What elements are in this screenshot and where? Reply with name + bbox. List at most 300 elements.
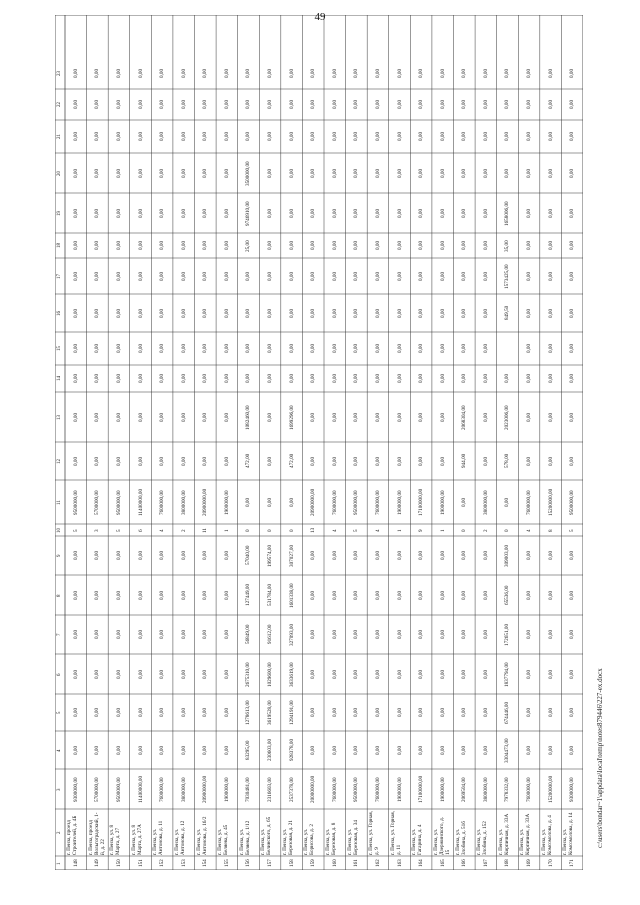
table-cell: 0,00 — [418, 240, 425, 250]
table-cell: 0,00 — [202, 271, 209, 281]
table-cell: 0,00 — [461, 745, 468, 755]
table-cell: 0,00 — [504, 68, 511, 78]
table-cell: 0,00 — [547, 745, 554, 755]
table-cell: 578,00 — [504, 453, 511, 468]
table-cell: 0,00 — [310, 131, 317, 141]
table-cell: 0,00 — [115, 68, 122, 78]
table-cell: 0,00 — [374, 240, 381, 250]
table-cell: 0,00 — [504, 168, 511, 178]
column-header: 13 — [57, 414, 62, 420]
table-cell: 0,00 — [418, 308, 425, 318]
table-cell: 0,00 — [526, 99, 533, 109]
table-cell: 0,00 — [569, 707, 576, 717]
row-number-cell: 167 — [482, 859, 489, 867]
table-cell: 0,00 — [94, 707, 101, 717]
table-cell: 0,00 — [202, 308, 209, 318]
table-cell: 0,00 — [245, 308, 252, 318]
table-cell: 0,00 — [526, 373, 533, 383]
table-cell: 0,00 — [202, 456, 209, 466]
table-cell: 0,00 — [202, 168, 209, 178]
table-cell: 0,00 — [439, 68, 446, 78]
table-cell: 0,00 — [180, 168, 187, 178]
table-cell: 0,00 — [374, 456, 381, 466]
table-cell: 0,00 — [115, 208, 122, 218]
table-cell: 0,00 — [482, 240, 489, 250]
table-cell: 0,00 — [137, 240, 144, 250]
table-cell: 0,00 — [482, 208, 489, 218]
row-number-cell: 164 — [418, 859, 425, 867]
table-cell: 0,00 — [331, 456, 338, 466]
table-cell: 0,00 — [396, 271, 403, 281]
table-cell: 0,00 — [310, 343, 317, 353]
table-cell: 1029600,00 — [267, 661, 274, 687]
address-cell: г. Пенза, ул. Белинского, д. 65 — [260, 816, 273, 855]
table-cell: 0,00 — [396, 131, 403, 141]
table-cell: 1 — [223, 528, 230, 532]
table-cell: 0,00 — [374, 131, 381, 141]
table-cell: 0,00 — [223, 131, 230, 141]
table-cell: 7600000,00 — [526, 489, 533, 515]
row-number-cell: 151 — [137, 859, 144, 867]
table-cell: 0,00 — [310, 308, 317, 318]
table-cell: 0,00 — [439, 373, 446, 383]
table-cell: 0,00 — [331, 99, 338, 109]
table-cell: 0,00 — [159, 669, 166, 679]
row-number-cell: 162 — [374, 859, 381, 867]
column-header: 15 — [57, 346, 62, 351]
table-cell: 0,00 — [159, 68, 166, 78]
table-cell: 0,00 — [439, 271, 446, 281]
table-cell: 0,00 — [72, 131, 79, 141]
table-cell: 0,00 — [267, 99, 274, 109]
table-cell: 0,00 — [547, 412, 554, 422]
table-cell: 0,00 — [223, 208, 230, 218]
table-cell: 7600000,00 — [159, 489, 166, 515]
table-cell: 0,00 — [482, 68, 489, 78]
table-cell: 531784,00 — [267, 583, 274, 606]
table-cell: 0,00 — [482, 131, 489, 141]
table-cell: 0,00 — [94, 669, 101, 679]
table-cell: 0,00 — [439, 707, 446, 717]
table-cell: 0,00 — [159, 373, 166, 383]
table-cell: 0,00 — [115, 373, 122, 383]
table-cell: 0,00 — [439, 412, 446, 422]
table-cell: 0,00 — [115, 343, 122, 353]
table-cell: 928378,00 — [288, 738, 295, 761]
table-cell: 0,00 — [547, 629, 554, 639]
table-cell: 0,00 — [418, 629, 425, 639]
table-cell: 35,00 — [504, 239, 511, 252]
address-cell: г. Пенза, ул. Комсомолова, д. 14 — [562, 812, 575, 855]
table-cell: 0,00 — [569, 669, 576, 679]
table-cell: 0,00 — [396, 343, 403, 353]
table-cell: 0,00 — [526, 271, 533, 281]
table-cell: 1278613,00 — [245, 700, 252, 725]
row-number-cell: 163 — [396, 859, 403, 867]
table-cell: 0,00 — [223, 629, 230, 639]
table-cell: 0,00 — [331, 68, 338, 78]
table-cell: 2023006,00 — [504, 404, 511, 430]
table-cell: 0,00 — [482, 669, 489, 679]
table-cell: 0,00 — [137, 373, 144, 383]
table-cell: 0,00 — [159, 308, 166, 318]
table-cell: 0,00 — [72, 240, 79, 250]
address-cell: г. Пенза, ул. Антонова, д. 16/2 — [195, 816, 208, 855]
table-cell: 6 — [137, 528, 144, 532]
table-cell: 11400000,00 — [137, 775, 144, 803]
table-cell: 0,00 — [180, 240, 187, 250]
table-cell: 0,00 — [461, 271, 468, 281]
table-cell: 0,00 — [353, 343, 360, 353]
table-cell: 0,00 — [159, 99, 166, 109]
table-cell: 2537378,00 — [288, 776, 295, 802]
table-cell: 0,00 — [331, 412, 338, 422]
table-cell: 0,00 — [115, 271, 122, 281]
column-header: 20 — [57, 170, 62, 176]
table-cell: 0,00 — [374, 208, 381, 218]
table-cell: 0,00 — [202, 745, 209, 755]
table-cell: 0,00 — [94, 550, 101, 560]
table-cell: 0,00 — [72, 707, 79, 717]
address-cell: г. Пенза, проезд Вольгоградский, 1-й, д. 22 — [87, 812, 106, 855]
table-cell: 0,00 — [504, 373, 511, 383]
table-cell: 0,00 — [180, 550, 187, 560]
table-cell: 0,00 — [115, 550, 122, 560]
table-cell: 0,00 — [396, 68, 403, 78]
table-cell: 57040,00 — [245, 545, 252, 565]
table-cell: 0,00 — [288, 308, 295, 318]
address-cell: г. Пенза, ул. Березовая, д. 8 — [325, 822, 337, 855]
table-cell: 0,00 — [374, 707, 381, 717]
table-cell: 199574,00 — [267, 544, 274, 567]
address-cell: г. Пенза, ул. Антонова, д. 12 — [173, 820, 186, 855]
table-cell: 0,00 — [94, 373, 101, 383]
table-cell: 0,00 — [245, 343, 252, 353]
table-cell: 0,00 — [137, 412, 144, 422]
table-cell: 0,00 — [547, 168, 554, 178]
table-cell: 0,00 — [396, 629, 403, 639]
table-cell: 0,00 — [353, 707, 360, 717]
table-cell: 0,00 — [94, 240, 101, 250]
table-cell: 0,00 — [202, 707, 209, 717]
address-cell: г. Пенза, ул. 8 Марта, д. 27А — [130, 823, 143, 855]
table-cell: 65536,00 — [504, 585, 511, 605]
table-cell: 0,00 — [569, 68, 576, 78]
table-cell: 2675310,00 — [245, 661, 252, 687]
table-cell: 0,00 — [94, 208, 101, 218]
table-cell: 0,00 — [115, 240, 122, 250]
table-cell: 0,00 — [396, 308, 403, 318]
table-cell: 0,00 — [439, 131, 446, 141]
table-cell: 7600000,00 — [374, 776, 381, 802]
table-cell: 7600000,00 — [331, 776, 338, 802]
table-cell: 0,00 — [547, 669, 554, 679]
table-cell: 1601338,00 — [288, 582, 295, 608]
table-cell: 0,00 — [482, 590, 489, 600]
table-cell: 0,00 — [288, 99, 295, 109]
table-cell: 0,00 — [180, 669, 187, 679]
address-cell: г. Пенза, ул. Злобина, д. 152 — [476, 820, 489, 855]
row-number-cell: 159 — [310, 859, 317, 867]
row-number-cell: 166 — [461, 859, 468, 867]
table-cell: 0,00 — [396, 669, 403, 679]
table-cell: 0,00 — [310, 590, 317, 600]
file-path-footer: c:\users\bondar~1\appdata\local\temp\notes879446\227-ex.docx — [596, 668, 604, 848]
column-header: 5 — [57, 711, 62, 714]
table-cell: 0,00 — [353, 550, 360, 560]
table-cell: 15200000,00 — [547, 488, 554, 516]
table-cell: 2316603,00 — [267, 776, 274, 802]
table-cell: 0,00 — [72, 590, 79, 600]
table-cell: 0,00 — [504, 99, 511, 109]
table-cell: 0,00 — [72, 373, 79, 383]
table-cell: 0,00 — [223, 271, 230, 281]
table-cell: 0,00 — [245, 99, 252, 109]
address-cell: г. Пенза, ул. Березовая, д. 21 — [281, 819, 294, 855]
table-cell: 0,00 — [439, 550, 446, 560]
table-cell: 0,00 — [418, 131, 425, 141]
table-cell: 0,00 — [482, 343, 489, 353]
table-cell: 0,00 — [461, 373, 468, 383]
table-cell: 20900000,00 — [310, 488, 317, 516]
table-cell: 0,00 — [353, 456, 360, 466]
table-cell: 0,00 — [353, 68, 360, 78]
table-cell: 0,00 — [418, 343, 425, 353]
table-cell: 0,00 — [439, 745, 446, 755]
column-header: 1 — [57, 862, 62, 865]
table-cell: 0,00 — [94, 745, 101, 755]
table-cell: 0,00 — [94, 168, 101, 178]
table-cell: 0,00 — [374, 745, 381, 755]
table-cell: 0,00 — [418, 590, 425, 600]
table-cell: 0,00 — [374, 343, 381, 353]
table-cell: 0,00 — [159, 131, 166, 141]
table-cell: 0,00 — [137, 550, 144, 560]
table-cell: 0,00 — [267, 240, 274, 250]
table-cell: 0,00 — [72, 68, 79, 78]
table-cell: 0,00 — [374, 669, 381, 679]
table-cell: 9 — [418, 528, 425, 532]
address-cell: г. Пенза, ул. Кирпичная, д. 33А — [519, 813, 532, 855]
table-cell: 0,00 — [137, 99, 144, 109]
column-header: 6 — [57, 673, 62, 676]
table-cell: 307027,00 — [288, 544, 295, 567]
table-cell: 0,00 — [288, 168, 295, 178]
row-number-cell: 171 — [569, 859, 576, 867]
table-cell: 0,00 — [374, 308, 381, 318]
table-cell: 20900000,00 — [202, 488, 209, 516]
table-cell: 0,00 — [396, 412, 403, 422]
address-cell: г. Пенза, ул. Дзержинского, д. 15 — [432, 816, 451, 855]
table-cell: 0,00 — [94, 271, 101, 281]
table-cell: 0,00 — [439, 208, 446, 218]
table-cell: 0,00 — [72, 456, 79, 466]
table-cell: 0,00 — [310, 373, 317, 383]
table-cell: 0,00 — [547, 590, 554, 600]
address-cell: г. Пенза, проезд Строителей, д. 4Б — [66, 815, 78, 855]
table-cell: 0,00 — [418, 669, 425, 679]
table-cell: 0 — [461, 528, 468, 532]
table-cell: 0,00 — [331, 373, 338, 383]
table-cell: 849,50 — [504, 305, 511, 320]
table-cell: 0,00 — [202, 131, 209, 141]
table-cell: 0,00 — [569, 271, 576, 281]
table-cell: 0,00 — [547, 373, 554, 383]
table-cell: 0,00 — [223, 412, 230, 422]
table-cell: 0,00 — [353, 373, 360, 383]
row-number-cell: 158 — [288, 859, 295, 867]
table-cell: 0,00 — [353, 308, 360, 318]
table-cell: 0,00 — [547, 271, 554, 281]
column-header: 7 — [57, 633, 62, 636]
table-cell: 17100000,00 — [418, 775, 425, 803]
table-cell: 1900000,00 — [396, 776, 403, 802]
table-cell: 0,00 — [137, 629, 144, 639]
table-cell: 0,00 — [310, 99, 317, 109]
row-number-cell: 157 — [267, 859, 274, 867]
table-cell: 0,00 — [331, 240, 338, 250]
table-cell: 0,00 — [396, 707, 403, 717]
table-cell: 1658006,00 — [504, 200, 511, 226]
table-cell: 0,00 — [202, 550, 209, 560]
column-header: 10 — [57, 527, 62, 533]
table-cell: 0,00 — [288, 271, 295, 281]
table-cell: 0,00 — [288, 497, 295, 507]
table-cell: 0,00 — [245, 373, 252, 383]
table-cell: 327093,00 — [288, 623, 295, 646]
table-cell: 0,00 — [331, 745, 338, 755]
table-cell: 0,00 — [180, 590, 187, 600]
row-number-cell: 156 — [245, 859, 252, 867]
table-cell: 0,00 — [353, 271, 360, 281]
address-cell: г. Пенза, ул. Горная, д. 9 — [368, 810, 381, 855]
table-cell: 0,00 — [223, 590, 230, 600]
table-cell: 0,00 — [310, 208, 317, 218]
table-cell: 0,00 — [418, 208, 425, 218]
table-cell: 7600000,00 — [526, 776, 533, 802]
table-cell: 0,00 — [159, 240, 166, 250]
table-cell: 0,00 — [180, 343, 187, 353]
table-cell: 9300000,00 — [569, 776, 576, 802]
table-cell: 0,00 — [547, 99, 554, 109]
table-cell: 0,00 — [353, 168, 360, 178]
table-cell: 0,00 — [569, 343, 576, 353]
table-cell: 56849,00 — [245, 624, 252, 644]
table-cell: 0,00 — [569, 373, 576, 383]
address-cell: г. Пенза, ул. Борисова, д. 2 — [303, 823, 316, 855]
table-cell: 0,00 — [180, 68, 187, 78]
table-cell: 9500000,00 — [115, 489, 122, 515]
column-header: 4 — [57, 749, 62, 752]
table-cell: 0,00 — [267, 412, 274, 422]
table-cell: 0,00 — [267, 308, 274, 318]
table-cell: 1900000,00 — [223, 776, 230, 802]
table-cell: 0,00 — [137, 168, 144, 178]
table-cell: 5 — [569, 528, 576, 532]
table-cell: 0,00 — [439, 99, 446, 109]
table-cell: 0,00 — [482, 271, 489, 281]
table-cell: 0,00 — [223, 68, 230, 78]
table-cell: 5 — [353, 528, 360, 532]
table-cell: 1 — [396, 528, 403, 532]
table-cell: 0,00 — [482, 629, 489, 639]
table-cell: 0,00 — [223, 745, 230, 755]
address-cell: г. Пенза, ул. Кирпичная, д. 33А — [497, 813, 510, 855]
table-cell: 5700000,00 — [94, 776, 101, 802]
table-cell: 0,00 — [331, 271, 338, 281]
table-cell: 0,00 — [526, 168, 533, 178]
table-cell: 0,00 — [288, 208, 295, 218]
table-cell: 0,00 — [331, 669, 338, 679]
table-cell: 0,00 — [374, 550, 381, 560]
table-cell: 0,00 — [439, 343, 446, 353]
table-cell: 0,00 — [137, 669, 144, 679]
table-cell: 0,00 — [482, 745, 489, 755]
column-header: 23 — [57, 71, 62, 76]
table-cell: 0,00 — [526, 412, 533, 422]
table-cell: 0,00 — [180, 208, 187, 218]
table-cell: 0,00 — [94, 456, 101, 466]
table-cell: 0,00 — [331, 208, 338, 218]
table-cell: 0,00 — [159, 629, 166, 639]
table-cell: 0,00 — [310, 669, 317, 679]
table-cell: 0,00 — [115, 669, 122, 679]
table-cell: 2 — [482, 528, 489, 532]
table-cell: 0,00 — [569, 629, 576, 639]
table-cell: 0,00 — [159, 590, 166, 600]
table-cell: 9500000,00 — [569, 489, 576, 515]
table-cell: 0,00 — [159, 550, 166, 560]
table-cell: 0,00 — [547, 68, 554, 78]
column-header: 22 — [57, 102, 62, 107]
table-cell: 0,00 — [245, 68, 252, 78]
table-cell: 0,00 — [72, 629, 79, 639]
table-cell: 0,00 — [461, 590, 468, 600]
table-cell: 0,00 — [180, 99, 187, 109]
table-cell: 0,00 — [526, 745, 533, 755]
table-cell: 3800000,00 — [482, 489, 489, 515]
table-cell: 0,00 — [396, 168, 403, 178]
table-cell: 3 — [94, 528, 101, 532]
table-cell: 4 — [331, 528, 338, 532]
table-cell: 0,00 — [439, 168, 446, 178]
table-cell: 0,00 — [396, 208, 403, 218]
table-cell: 0,00 — [374, 168, 381, 178]
column-header: 21 — [57, 134, 62, 139]
table-cell: 0,00 — [331, 590, 338, 600]
table-cell: 0,00 — [482, 707, 489, 717]
row-number-cell: 168 — [504, 859, 511, 867]
table-cell: 0,00 — [547, 131, 554, 141]
table-cell: 7600000,00 — [374, 489, 381, 515]
table-cell: 0,00 — [396, 745, 403, 755]
table-cell: 0,00 — [137, 745, 144, 755]
table-cell: 0,00 — [310, 68, 317, 78]
table-cell: 0,00 — [267, 456, 274, 466]
table-cell: 25,00 — [245, 239, 252, 252]
table-cell: 0,00 — [72, 308, 79, 318]
address-cell: г. Пенза, ул. Злобина, д. 51б — [454, 820, 467, 855]
table-cell: 0,00 — [547, 456, 554, 466]
table-cell: 0,00 — [245, 271, 252, 281]
table-cell: 0,00 — [396, 456, 403, 466]
row-number-cell: 148 — [72, 859, 79, 867]
table-cell: 0,00 — [461, 308, 468, 318]
table-cell: 0,00 — [504, 497, 511, 507]
table-cell: 0,00 — [223, 669, 230, 679]
table-cell: 0,00 — [353, 131, 360, 141]
address-cell: г. Пенза, ул. Горная, д. 11 — [389, 810, 402, 855]
